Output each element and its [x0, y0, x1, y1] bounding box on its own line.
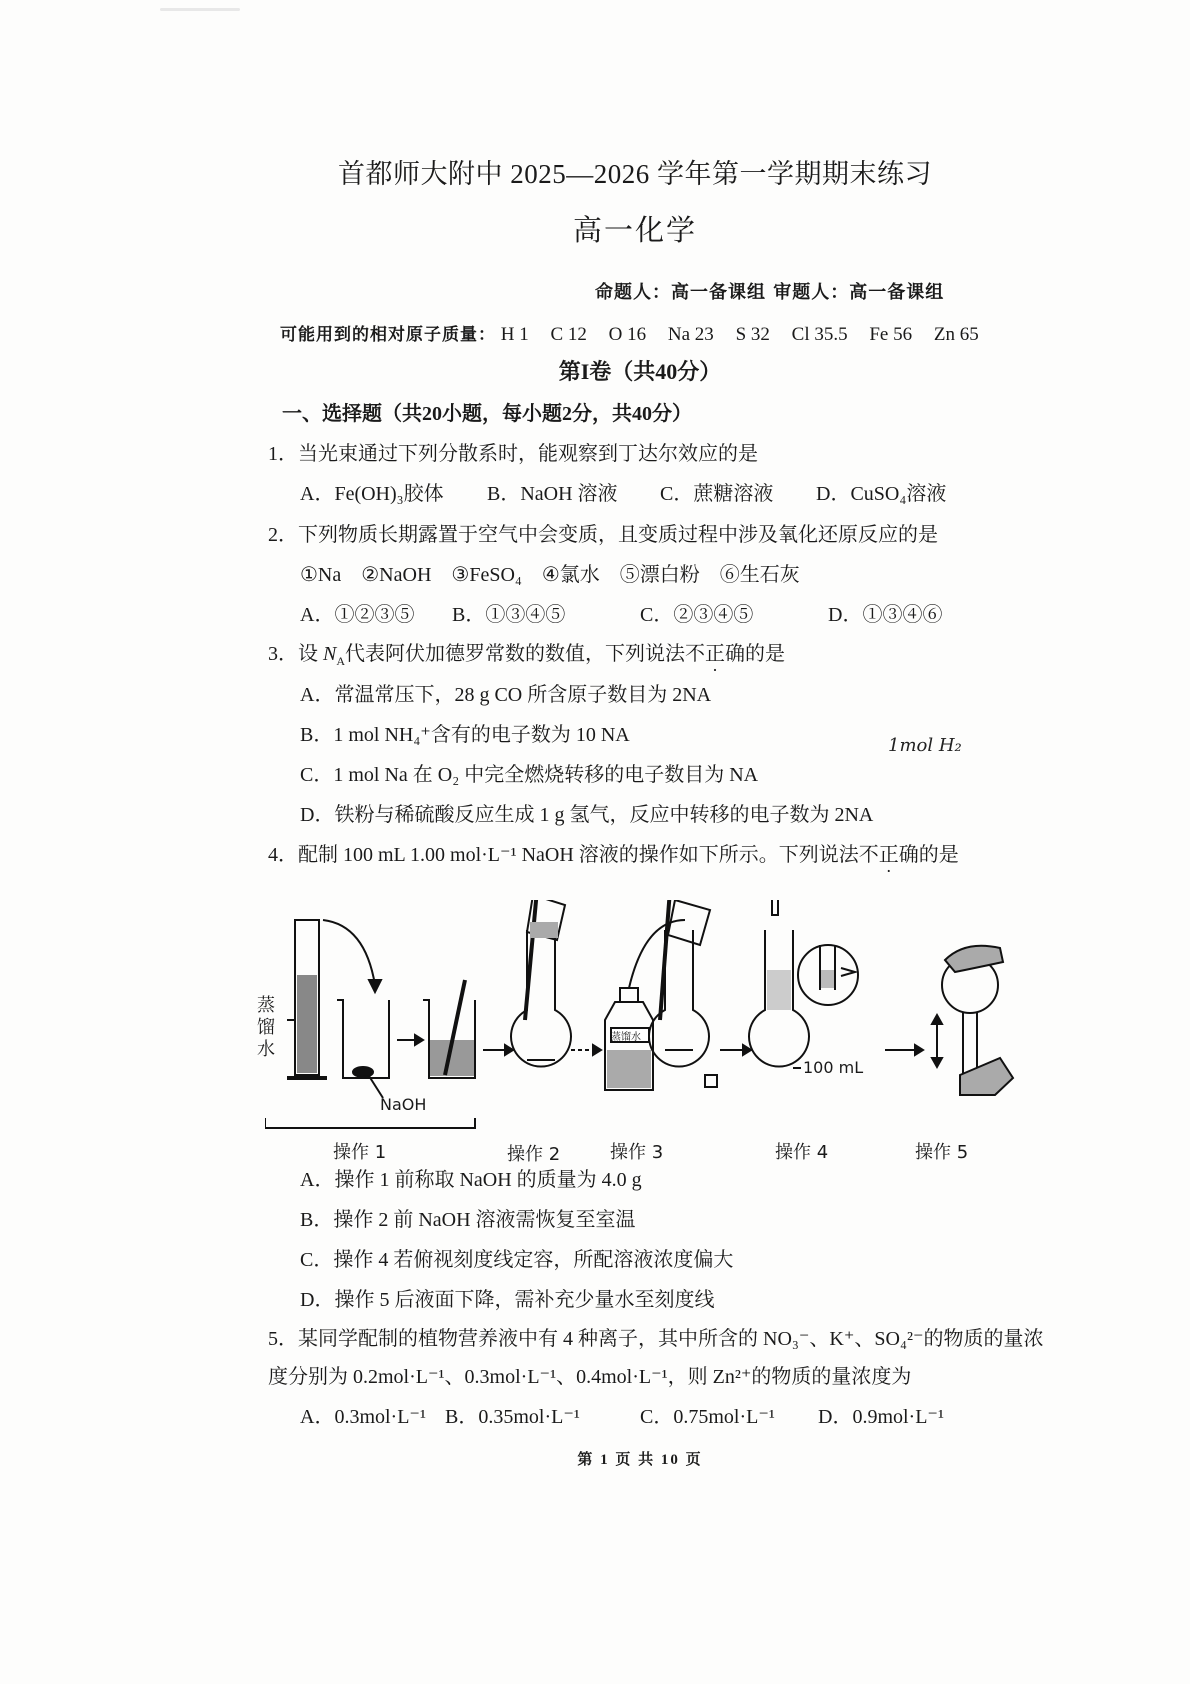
scan-artifact [160, 8, 240, 11]
eye-icon [841, 968, 855, 976]
water-label-char-2: 馏 [257, 1017, 275, 1038]
question-2-items: ①Na ②NaOH ③FeSO₄ ④氯水 ⑤漂白粉 ⑥生石灰 [300, 564, 800, 586]
step-label-1: 操作 1 [333, 1142, 387, 1163]
question-4-stem-pre: 4．配制 100 mL 1.00 mol·L⁻¹ NaOH 溶液的操作如下所示。下列说法 [268, 844, 859, 866]
handwritten-note: 1mol H₂ [888, 735, 962, 756]
volume-heading: 第I卷（共40分） [558, 359, 722, 384]
question-4-option-d: D．操作 5 后液面下降，需补充少量水至刻度线 [300, 1289, 715, 1311]
question-2-option-b: B．①③④⑤ [452, 604, 566, 626]
atomic-mass-cl: Cl 35.5 [791, 324, 848, 345]
volumetric-flask-pour-icon [511, 900, 571, 1067]
invert-arrow-icon [932, 1015, 942, 1067]
question-4-option-b: B．操作 2 前 NaOH 溶液需恢复至室温 [300, 1209, 636, 1231]
question-3-stem-end: 的是 [745, 643, 786, 665]
water-label-char-3: 水 [257, 1039, 275, 1060]
question-2-option-a: A．①②③⑤ [300, 604, 415, 626]
stopper-icon [705, 1075, 717, 1087]
question-4-option-a: A．操作 1 前称取 NaOH 的质量为 4.0 g [300, 1169, 642, 1191]
question-1-stem: 1．当光束通过下列分散系时，能观察到丁达尔效应的是 [268, 443, 758, 465]
question-2-option-c: C．②③④⑤ [640, 604, 754, 626]
atomic-mass-zn: Zn 65 [933, 324, 979, 345]
question-4-option-c: C．操作 4 若俯视刻度线定容，所配溶液浓度偏大 [300, 1249, 734, 1271]
question-3-emphasis: 不正确 [685, 643, 746, 665]
graduated-cylinder-icon [287, 920, 327, 1078]
avogadro-subscript: A [336, 654, 346, 668]
volumetric-flask-rinse-icon [649, 900, 710, 1067]
water-label-char-1: 蒸 [257, 995, 275, 1016]
question-5-option-d: D．0.9mol·L⁻¹ [818, 1406, 944, 1428]
volumetric-flask-fill-icon [749, 930, 809, 1068]
section-heading: 一、选择题（共20小题，每小题2分，共40分） [282, 403, 692, 425]
question-4-stem [268, 838, 959, 867]
question-5-option-a: A．0.3mol·L⁻¹ [300, 1406, 426, 1428]
question-1-option-b: B．NaOH 溶液 [487, 483, 618, 505]
step-label-2: 操作 2 [507, 1144, 561, 1165]
page-footer: 第 1 页 共 10 页 [577, 1452, 703, 1468]
question-5-option-c: C．0.75mol·L⁻¹ [640, 1406, 775, 1428]
step-label-3: 操作 3 [610, 1142, 664, 1163]
question-3-option-c: C．1 mol Na 在 O₂ 中完全燃烧转移的电子数目为 NA [300, 764, 759, 786]
exam-authors: 命题人：高一备课组 审题人：高一备课组 [595, 282, 945, 303]
question-5-stem-line-2: 度分别为 0.2mol·L⁻¹、0.3mol·L⁻¹、0.4mol·L⁻¹，则 Zn²⁺的物质的量浓度为 [268, 1366, 912, 1388]
meniscus-view-icon [798, 945, 858, 1005]
flask-shaking-icon [942, 946, 1013, 1095]
atomic-mass-fe: Fe 56 [869, 324, 913, 345]
question-3-option-d: D．铁粉与稀硫酸反应生成 1 g 氢气，反应中转移的电子数为 2NA [300, 804, 874, 826]
distilled-water-label [257, 995, 277, 1061]
atomic-mass-s: S 32 [735, 324, 770, 345]
question-4-stem-end: 的是 [918, 844, 959, 866]
naoh-label: NaOH [380, 1095, 427, 1114]
question-1-option-c: C．蔗糖溶液 [660, 483, 774, 505]
question-5-stem-line-1: 5．某同学配制的植物营养液中有 4 种离子，其中所含的 NO₃⁻、K⁺、SO₄²⁻的物质的量浓 [268, 1328, 1044, 1350]
bottle-label: 蒸馏水 [611, 1032, 641, 1043]
step-label-5: 操作 5 [915, 1142, 969, 1163]
atomic-masses-label: 可能用到的相对原子质量： [280, 325, 496, 345]
dropper-icon [769, 900, 781, 915]
question-3-stem-pre: 3．设 [268, 643, 323, 665]
solution-preparation-diagram [257, 900, 1095, 1165]
beaker-with-naoh-icon [337, 1000, 389, 1098]
question-5-option-b: B．0.35mol·L⁻¹ [445, 1406, 580, 1428]
question-4-emphasis: 不正确 [858, 844, 919, 866]
exam-subject: 高一化学 [572, 215, 697, 247]
question-2-option-d: D．①③④⑥ [828, 604, 943, 626]
operation-1-bracket [265, 1118, 475, 1128]
question-1-option-a: A．Fe(OH)₃胶体 [300, 483, 444, 505]
atomic-mass-o: O 16 [608, 324, 647, 345]
atomic-masses [280, 320, 996, 346]
question-2-stem: 2．下列物质长期露置于空气中会变质，且变质过程中涉及氧化还原反应的是 [268, 524, 938, 546]
volume-mark-label: 100 mL [803, 1058, 864, 1077]
exam-title: 首都师大附中 2025—2026 学年第一学期期末练习 [338, 159, 932, 189]
question-3-option-a: A．常温常压下，28 g CO 所含原子数目为 2NA [300, 684, 712, 706]
atomic-mass-h: H 1 [500, 324, 529, 345]
atomic-mass-c: C 12 [550, 324, 587, 345]
beaker-stirring-icon [423, 980, 475, 1078]
avogadro-symbol: N [323, 643, 337, 665]
question-3-option-b: B．1 mol NH₄⁺含有的电子数为 10 NA [300, 724, 630, 746]
atomic-mass-na: Na 23 [667, 324, 714, 345]
question-1-option-d: D．CuSO₄溶液 [816, 483, 947, 505]
step-label-4: 操作 4 [775, 1142, 829, 1163]
question-3-stem-post: 代表阿伏加德罗常数的数值，下列说法 [345, 643, 686, 665]
question-3-stem [268, 637, 785, 669]
